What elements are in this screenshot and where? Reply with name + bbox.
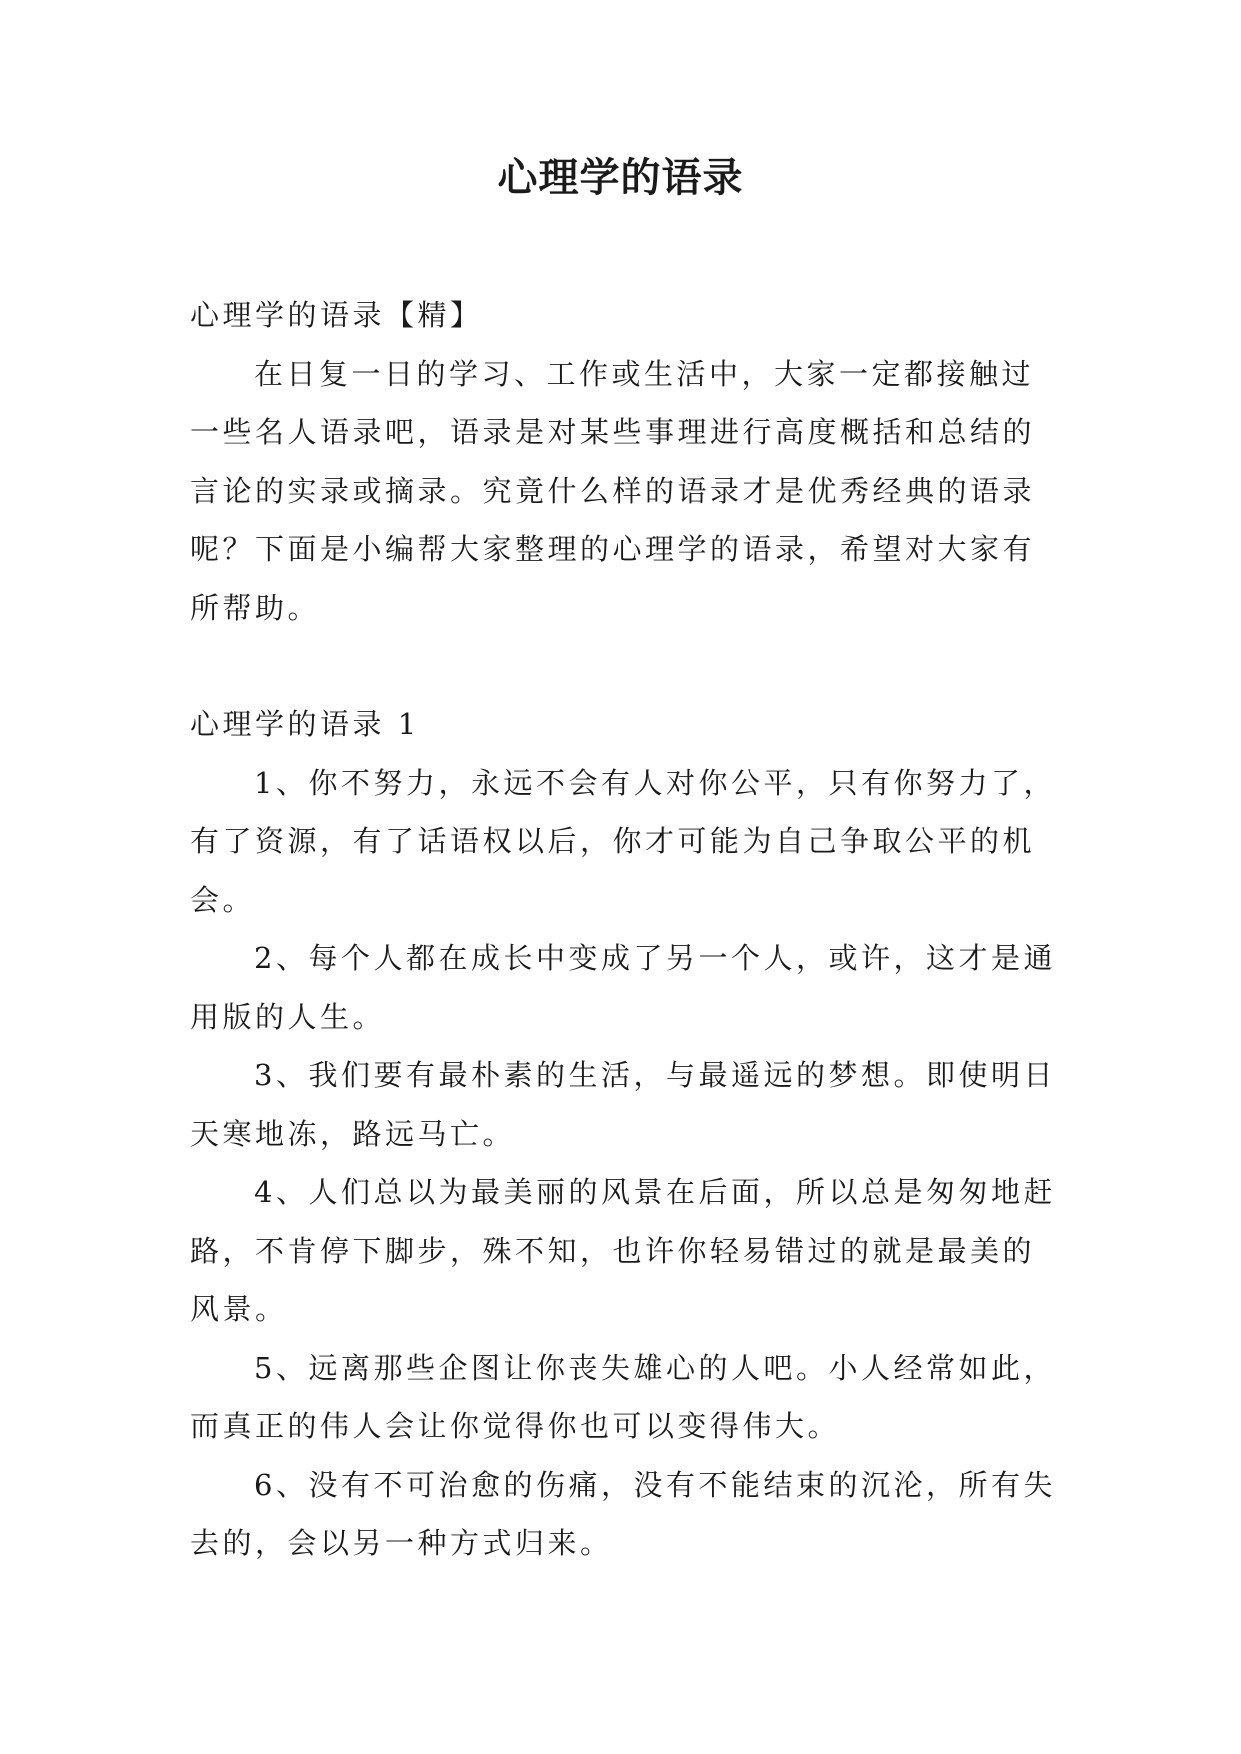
quote-item: 2、每个人都在成长中变成了另一个人，或许，这才是通用版的人生。 [190, 941, 1056, 1034]
section-spacer [190, 637, 1058, 695]
quote-item: 4、人们总以为最美丽的风景在后面，所以总是匆匆地赶路，不肯停下脚步，殊不知，也许你轻易错过的就是最美的风景。 [190, 1175, 1056, 1326]
document-title: 心理学的语录 [497, 155, 744, 201]
quote-item: 5、远离那些企图让你丧失雄心的人吧。小人经常如此，而真正的伟人会让你觉得你也可以变得伟大。 [190, 1350, 1056, 1443]
intro-paragraph: 在日复一日的学习、工作或生活中，大家一定都接触过一些名人语录吧，语录是对某些事理进行高度概括和总结的言论的实录或摘录。究竟什么样的语录才是优秀经典的语录呢？下面是小编帮大家整理的心理学的语录，希望对大家有所帮助。 [190, 356, 1036, 625]
quote-item: 3、我们要有最朴素的生活，与最遥远的梦想。即使明日天寒地冻，路远马亡。 [190, 1058, 1056, 1151]
subtitle: 心理学的语录【精】 [190, 298, 483, 332]
section-heading: 心理学的语录 1 [190, 707, 420, 741]
quote-item: 1、你不努力，永远不会有人对你公平，只有你努力了，有了资源，有了话语权以后，你才可能为自己争取公平的机会。 [190, 765, 1056, 917]
document-body [190, 286, 1058, 1573]
quote-item: 6、没有不可治愈的伤痛，没有不能结束的沉沦，所有失去的，会以另一种方式归来。 [190, 1467, 1056, 1560]
